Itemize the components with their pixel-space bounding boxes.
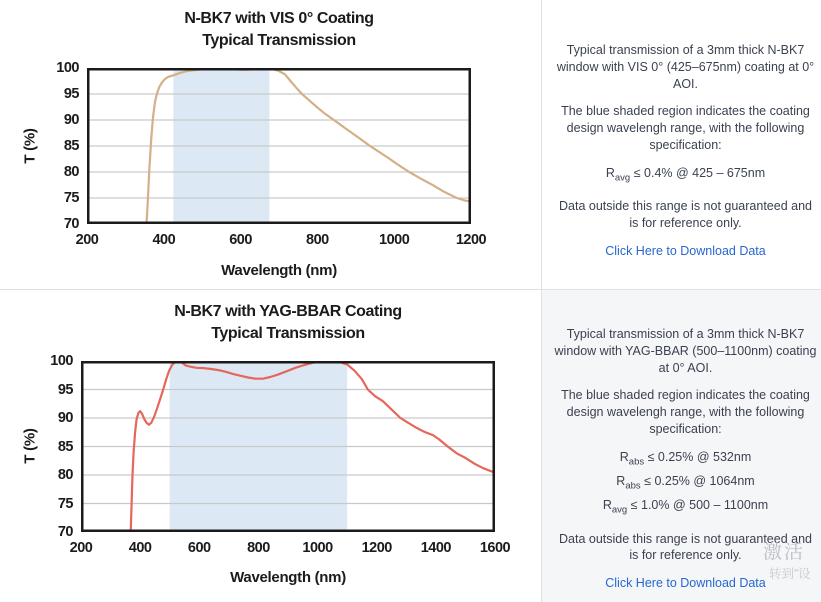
panel-description: Typical transmission of a 3mm thick N-BK7 window with YAG-BBAR (500–1100nm) coating at 0° AOI. [554, 327, 817, 375]
y-tick-label: 75 [63, 190, 79, 206]
horizontal-divider [0, 289, 821, 290]
spec-line [554, 165, 817, 187]
spec-symbol: R [619, 449, 629, 464]
vis-chart-pane [0, 0, 541, 289]
yag-transmission-plot [81, 361, 495, 532]
x-tick-label: 600 [229, 232, 252, 248]
spec-value: ≤ 1.0% @ 500 – 1100nm [627, 498, 769, 513]
download-data-link[interactable]: Click Here to Download Data [605, 243, 766, 258]
spec-group [554, 449, 817, 520]
windows-activation-watermark-subtext: 转到”设 [769, 567, 811, 581]
y-tick-label: 75 [57, 495, 73, 512]
x-tick-label: 400 [152, 232, 176, 248]
x-tick-label: 1600 [479, 540, 511, 556]
y-tick-label: 85 [57, 438, 73, 455]
y-tick-label: 90 [57, 410, 73, 426]
x-tick-label: 600 [187, 540, 211, 556]
y-tick-label: 70 [63, 216, 79, 232]
plot-svg [87, 68, 471, 224]
y-tick-label: 95 [57, 381, 73, 398]
y-tick-label: 100 [56, 60, 79, 76]
x-tick-label: 800 [306, 232, 329, 248]
yag-chart-pane [0, 290, 541, 602]
x-tick-label: 1400 [420, 540, 451, 556]
chart-title: N-BK7 with VIS 0° Coating [184, 10, 374, 27]
x-tick-label: 400 [128, 540, 152, 556]
spec-subscript: abs [625, 480, 641, 492]
chart-subtitle: Typical Transmission [202, 32, 356, 49]
x-axis-label: Wavelength (nm) [221, 262, 337, 279]
y-axis-label: T (%) [21, 128, 39, 164]
y-tick-label: 80 [63, 164, 79, 180]
spec-symbol: R [602, 498, 612, 513]
x-tick-label: 800 [247, 540, 270, 556]
spec-line [554, 449, 817, 471]
vis-transmission-plot [87, 68, 471, 224]
yag-info-panel [542, 290, 821, 602]
x-tick-label: 200 [75, 232, 99, 248]
panel-shaded-note: The blue shaded region indicates the coating design wavelengh range, with the following specification: [561, 388, 810, 436]
x-axis-label: Wavelength (nm) [230, 569, 346, 586]
y-tick-label: 85 [63, 138, 79, 154]
download-data-link[interactable]: Click Here to Download Data [605, 576, 766, 591]
spec-line [554, 497, 817, 519]
chart-title: N-BK7 with YAG-BBAR Coating [174, 303, 402, 320]
plot-svg [81, 361, 495, 532]
spec-subscript: avg [614, 172, 631, 184]
x-tick-label: 1200 [361, 540, 392, 556]
spec-subscript: avg [611, 504, 628, 516]
y-tick-label: 80 [57, 467, 73, 483]
panel-disclaimer: Data outside this range is not guaranteed and is for reference only. [559, 531, 812, 563]
spec-value: ≤ 0.25% @ 1064nm [640, 474, 755, 489]
panel-shaded-note: The blue shaded region indicates the coating design wavelengh range, with the following specification: [561, 104, 810, 152]
panel-description: Typical transmission of a 3mm thick N-BK7 window with VIS 0° (425–675nm) coating at 0° AOI. [556, 43, 815, 91]
vis-info-panel [542, 0, 821, 289]
spec-group [554, 165, 817, 187]
spec-subscript: abs [628, 456, 645, 468]
spec-line [554, 473, 817, 495]
x-tick-label: 1000 [379, 232, 410, 248]
spec-value: ≤ 0.4% @ 425 – 675nm [630, 165, 766, 180]
y-tick-label: 70 [57, 524, 73, 540]
y-tick-label: 95 [63, 86, 79, 102]
windows-activation-watermark: 激活 [763, 542, 806, 563]
spec-value: ≤ 0.25% @ 532nm [644, 449, 752, 464]
panel-disclaimer: Data outside this range is not guaranteed and is for reference only. [559, 199, 812, 230]
x-tick-label: 200 [69, 540, 93, 556]
x-tick-label: 1200 [455, 232, 487, 248]
y-tick-label: 100 [50, 353, 73, 369]
vertical-divider [541, 0, 542, 602]
spec-symbol: R [605, 165, 615, 180]
chart-subtitle: Typical Transmission [211, 325, 365, 342]
spec-symbol: R [616, 474, 626, 489]
y-tick-label: 90 [63, 112, 79, 128]
x-tick-label: 1000 [302, 540, 333, 556]
y-axis-label: T (%) [21, 428, 39, 464]
